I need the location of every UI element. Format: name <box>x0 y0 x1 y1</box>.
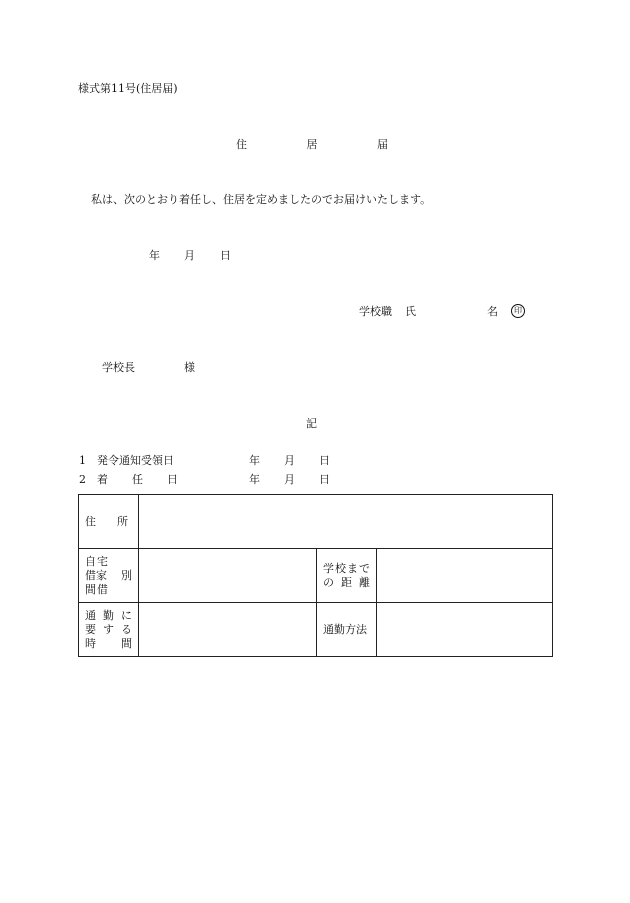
label-char: で <box>359 561 370 575</box>
item-year: 年 <box>249 473 260 486</box>
commute-method-input-cell[interactable] <box>377 603 553 657</box>
signature-shi: 氏 <box>405 305 416 318</box>
item-label: 発令通知受領日 <box>97 454 174 467</box>
label-char: 要 <box>85 622 96 636</box>
item-year: 年 <box>249 454 260 467</box>
label-char: 校 <box>335 561 346 575</box>
label-char: る <box>121 622 132 636</box>
label-char: 通 <box>85 608 96 622</box>
item-label-char: 着 <box>97 473 108 486</box>
label-char: 距 <box>341 575 352 589</box>
house-type-input-cell[interactable] <box>139 549 317 603</box>
label-char: 借 <box>85 568 96 582</box>
commute-method-label: 通勤方法 <box>323 622 367 636</box>
item-number: 2 <box>79 473 86 486</box>
residence-table <box>78 494 553 657</box>
commute-time-label-cell <box>79 603 139 657</box>
label-char: 借 <box>97 582 108 596</box>
label-char: 離 <box>359 575 370 589</box>
item-month: 月 <box>284 454 295 467</box>
date-month: 月 <box>184 249 195 262</box>
label-char: 自 <box>85 554 96 568</box>
addressee-honorific: 様 <box>184 361 195 374</box>
item-label-char: 任 <box>132 473 143 486</box>
item-label-char: 日 <box>167 473 178 486</box>
signature-prefix: 学校職 <box>359 305 392 318</box>
label-char: 勤 <box>103 608 114 622</box>
title-char: 居 <box>306 138 318 151</box>
label-char: 時 <box>85 636 96 650</box>
form-number: 様式第11号(住居届) <box>78 82 178 95</box>
label-char: 住 <box>85 514 96 528</box>
item-day: 日 <box>319 473 330 486</box>
item-day: 日 <box>319 454 330 467</box>
label-char: す <box>103 622 114 636</box>
label-char: 別 <box>121 568 132 582</box>
label-char: の <box>323 575 334 589</box>
distance-input-cell[interactable] <box>377 549 553 603</box>
commute-time-input-cell[interactable] <box>139 603 317 657</box>
label-char: 間 <box>85 582 96 596</box>
date-year: 年 <box>149 249 160 262</box>
address-label-cell <box>79 495 139 549</box>
commute-method-label-cell <box>317 603 377 657</box>
seal-mark-icon: 印 <box>511 304 525 318</box>
signature-mei: 名 <box>487 305 498 318</box>
label-char: 学 <box>323 561 334 575</box>
page-title <box>236 139 388 150</box>
label-char: 所 <box>117 514 128 528</box>
label-char: 家 <box>96 568 107 582</box>
body-text: 私は、次のとおり着任し、住居を定めましたのでお届けいたします。 <box>91 193 432 206</box>
distance-label-cell <box>317 549 377 603</box>
addressee-title: 学校長 <box>102 361 135 374</box>
item-number: 1 <box>79 454 86 467</box>
title-char: 住 <box>236 138 247 151</box>
item-month: 月 <box>284 473 295 486</box>
date-day: 日 <box>220 249 231 262</box>
house-type-label-cell <box>79 549 139 603</box>
title-char: 届 <box>377 138 388 151</box>
label-char: に <box>121 608 132 622</box>
address-input-cell[interactable] <box>139 495 553 549</box>
ki-heading: 記 <box>306 417 317 430</box>
label-char: 宅 <box>97 554 108 568</box>
label-char: ま <box>347 561 358 575</box>
label-char: 間 <box>121 636 132 650</box>
